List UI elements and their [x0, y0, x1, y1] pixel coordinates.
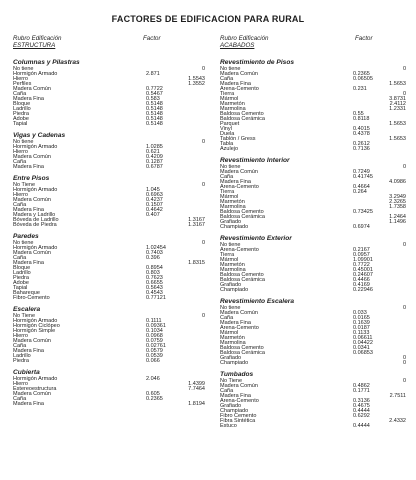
rubro-name: Perfiles — [13, 81, 32, 87]
table-row — [220, 147, 406, 152]
rubro-name: Tierra — [220, 252, 235, 258]
rubro-name: No tiene — [13, 240, 34, 246]
rubro-name: Hierro — [13, 381, 28, 387]
factor-value: 0.4378 — [353, 131, 370, 137]
factor-value: 0 — [402, 91, 406, 97]
rubro-name: Caña — [13, 255, 27, 261]
factor-value: 0 — [402, 378, 406, 384]
rubro-name: Hormigón Armado — [13, 144, 58, 150]
rubro-name: Madera Fina — [13, 260, 44, 266]
section-tumbados — [220, 371, 406, 429]
rubro-name: Hormigón Armado — [13, 318, 58, 324]
factor-value: 0.066 — [146, 358, 160, 364]
section-title: Revestimiento Exterior — [220, 235, 292, 242]
factor-value: 0.8118 — [353, 116, 370, 122]
factor-value: 0.4444 — [353, 423, 370, 429]
rubro-name: Hormigón Simple — [13, 328, 56, 334]
rubro-name: Bloque — [13, 101, 31, 107]
factor-value: 0.0187 — [353, 325, 370, 331]
factor-value: 0.5148 — [146, 106, 163, 112]
factor-value: 0.77121 — [146, 295, 166, 301]
rubro-name: Arena-Cemento — [220, 247, 259, 253]
factor-value: 0.1034 — [146, 328, 163, 334]
rubro-name: No tiene — [220, 305, 241, 311]
rubro-name: Marmolina — [220, 204, 246, 210]
factor-value: 0.4664 — [353, 184, 370, 190]
rubro-name: Baldosa Cemento — [220, 111, 264, 117]
rubro-name: Madera Fina — [220, 393, 251, 399]
factor-value: 0.5148 — [146, 101, 163, 107]
factor-value: 0.06853 — [353, 350, 373, 356]
factor-value: 0.6787 — [146, 164, 163, 170]
rubro-name: Madera Fina — [13, 96, 44, 102]
factor-value: 0 — [201, 182, 205, 188]
factor-value: 0.0968 — [146, 333, 163, 339]
rubro-name: Arena-Cemento — [220, 86, 259, 92]
rubro-name: Bahareque — [13, 290, 40, 296]
rubro-name: Hormigón Armado — [13, 71, 58, 77]
rubro-name: Piedra — [13, 358, 29, 364]
section-revestimiento-interior — [220, 157, 406, 230]
factor-header: Factor — [355, 35, 373, 42]
factor-value: 0.407 — [146, 212, 160, 218]
factor-value: 1.045 — [146, 187, 160, 193]
rubro-name: Madera Común — [13, 86, 51, 92]
factor-value: 1.02454 — [146, 245, 166, 251]
acabados-header — [220, 36, 406, 56]
rubro-name: Estereoestructura — [13, 386, 57, 392]
factor-value: 0.5467 — [146, 91, 163, 97]
factor-value: 1.09901 — [353, 257, 373, 263]
section-title: Cubierta — [13, 369, 40, 376]
rubro-name: Hierro — [13, 76, 28, 82]
factor-value: 0.0759 — [146, 338, 163, 344]
factor-value: 0.0165 — [353, 315, 370, 321]
factor-value: 0.73425 — [353, 209, 373, 215]
rubro-name: Madera Fina — [13, 401, 44, 407]
rubro-name: Madera Común — [13, 338, 51, 344]
section-vigas-y-cadenas — [13, 132, 205, 170]
rubro-name: Marmolina — [220, 267, 246, 273]
rubro-name: Caña — [13, 343, 27, 349]
rubro-name: No tiene — [220, 242, 241, 248]
factor-value: 0.583 — [146, 96, 160, 102]
rubro-name: No tiene — [13, 139, 34, 145]
factor-value: 0.0539 — [146, 353, 163, 359]
rubro-name: Madera Fina — [13, 348, 44, 354]
factor-value: 1.3552 — [188, 81, 205, 87]
rubro-name: No Tiene — [13, 182, 36, 188]
factor-value: 0.6655 — [146, 280, 163, 286]
rubro-name: Adobe — [13, 280, 29, 286]
factor-value: 0 — [201, 139, 205, 145]
rubro-name: Arena-Cemento — [220, 184, 259, 190]
rubro-name: Madera Fina — [220, 320, 251, 326]
factor-value: 0.8954 — [146, 265, 163, 271]
rubro-label: Rubro Edificación — [13, 35, 62, 42]
factor-value: 0.2612 — [353, 141, 370, 147]
factor-value: 0 — [402, 360, 406, 366]
estructura-label: ESTRUCTURA — [13, 41, 56, 49]
rubro-name: Baldosa Cerámica — [220, 214, 265, 220]
factor-value: 1.5543 — [188, 76, 205, 82]
rubro-name: Champiado — [220, 224, 249, 230]
rubro-name: Tapial — [13, 285, 28, 291]
rubro-name: Fibro-Cemento — [13, 295, 50, 301]
factor-value: 0.6292 — [353, 413, 370, 419]
factor-value: 0.803 — [146, 270, 160, 276]
factor-value: 0.0957 — [353, 252, 370, 258]
factor-value: 2.871 — [146, 71, 160, 77]
table-row — [220, 288, 406, 293]
factor-value: 3.2949 — [389, 194, 406, 200]
factor-value: 0.06505 — [353, 76, 373, 82]
factor-value: 1.4399 — [188, 381, 205, 387]
rubro-name: Grafiado — [220, 219, 242, 225]
section-columnas-y-pilastras — [13, 59, 205, 127]
rubro-name: No Tiene — [13, 313, 36, 319]
factor-value: 0.2365 — [353, 71, 370, 77]
rubro-name: Caña — [13, 202, 27, 208]
rubro-name: Marmetón — [220, 335, 245, 341]
rubro-name: Madera Común — [220, 71, 258, 77]
rubro-name: Caña — [220, 315, 234, 321]
section-title: Revestimiento Escalera — [220, 298, 295, 305]
factor-value: 0.5148 — [146, 121, 163, 127]
section-title: Tumbados — [220, 371, 254, 378]
rubro-name: Baldosa Cemento — [220, 345, 264, 351]
factor-value: 0 — [402, 164, 406, 170]
acabados-label: ACABADOS — [220, 41, 255, 49]
rubro-name: Grafiado — [220, 403, 242, 409]
factor-value: 1.8315 — [188, 260, 205, 266]
rubro-name: No tiene — [13, 66, 34, 72]
factor-value: 0.5148 — [146, 111, 163, 117]
factor-value: 0.0341 — [353, 345, 370, 351]
rubro-name: Champiado — [220, 408, 249, 414]
factor-value: 3.8731 — [389, 96, 406, 102]
rubro-name: Marmolina — [220, 340, 246, 346]
section-title: Paredes — [13, 233, 39, 240]
table-row — [220, 225, 406, 230]
rubro-name: Hierro — [13, 333, 28, 339]
rubro-name: Madera Fina — [13, 164, 44, 170]
rubro-name: Caña — [220, 388, 234, 394]
section-title: Vigas y Cadenas — [13, 132, 66, 139]
factor-value: 0.264 — [353, 189, 367, 195]
factor-value: 0.621 — [146, 149, 160, 155]
section-title: Escalera — [13, 306, 41, 313]
table-row — [13, 359, 205, 364]
factor-value: 0 — [201, 66, 205, 72]
table-row — [220, 361, 406, 366]
factor-value: 0.7249 — [353, 169, 370, 175]
factor-value: 1.0285 — [146, 144, 163, 150]
factor-value: 2.4332 — [389, 418, 406, 424]
factor-value: 0 — [402, 355, 406, 361]
factor-value: 1.1496 — [389, 219, 406, 225]
factor-value: 0.06611 — [353, 335, 373, 341]
factor-value: 0.1133 — [353, 330, 370, 336]
factor-header: Factor — [143, 35, 161, 42]
factor-value: 0.4675 — [353, 403, 370, 409]
rubro-name: Mármol — [220, 96, 239, 102]
factor-value: 0.4543 — [146, 290, 163, 296]
section-escalera — [13, 306, 205, 364]
factor-value: 0.0579 — [146, 348, 163, 354]
rubro-name: No tiene — [220, 66, 241, 72]
section-paredes — [13, 233, 205, 301]
factor-value: 1.3167 — [188, 217, 205, 223]
rubro-name: Duela — [220, 131, 235, 137]
section-revestimiento-de-pisos — [220, 59, 406, 152]
factor-value: 0.41745 — [353, 174, 373, 180]
rubro-name: Bóveda de Ladrillo — [13, 217, 59, 223]
rubro-name: Baldosa Cemento — [220, 209, 264, 215]
rubro-name: Adobe — [13, 116, 29, 122]
factor-value: 0.4237 — [146, 197, 163, 203]
factor-value: 0.55 — [353, 111, 364, 117]
rubro-name: Estuco — [220, 423, 237, 429]
factor-value: 0.2365 — [146, 396, 163, 402]
factor-value: 0.1287 — [146, 159, 163, 165]
rubro-name: Hormigón Armado — [13, 376, 58, 382]
factor-value: 1.2464 — [389, 214, 406, 220]
rubro-name: Azulejo — [220, 146, 239, 152]
rubro-name: Fibro Cemento — [220, 413, 257, 419]
factor-value: 0.45001 — [353, 267, 373, 273]
factor-value: 0.033 — [353, 310, 367, 316]
factor-value: 2.4112 — [389, 101, 406, 107]
factor-value: 0.1639 — [353, 320, 370, 326]
section-title: Revestimiento Interior — [220, 157, 290, 164]
factor-value: 0.22946 — [353, 287, 373, 293]
factor-value: 0.5148 — [146, 116, 163, 122]
factor-value: 4.0986 — [389, 179, 406, 185]
factor-value: 0.7403 — [146, 250, 163, 256]
factor-value: 0.1507 — [146, 202, 163, 208]
rubro-name: Tablón / Gress — [220, 136, 256, 142]
section-revestimiento-exterior — [220, 235, 406, 293]
rubro-name: Champiado — [220, 287, 249, 293]
factor-value: 2.3265 — [389, 199, 406, 205]
rubro-name: Arena-Cemento — [220, 325, 259, 331]
page-title: FACTORES DE EDIFICACION PARA RURAL — [111, 14, 305, 24]
rubro-name: Caña — [220, 76, 234, 82]
factor-value: 0.7722 — [146, 86, 163, 92]
rubro-name: Hormigón Armado — [13, 245, 58, 251]
acabados-column — [220, 36, 406, 434]
factor-value: 0.04422 — [353, 340, 373, 346]
rubro-name: Madera Común — [13, 391, 51, 397]
factor-value: 0 — [402, 242, 406, 248]
factor-value: 1.3167 — [188, 222, 205, 228]
section-revestimiento-escalera — [220, 298, 406, 366]
estructura-column — [13, 36, 205, 412]
factor-value: 1.8194 — [188, 401, 205, 407]
factor-value: 0.2167 — [353, 247, 370, 253]
section-entre-pisos — [13, 175, 205, 228]
rubro-name: No tiene — [220, 164, 241, 170]
rubro-name: Champiado — [220, 360, 249, 366]
table-row — [13, 296, 205, 301]
rubro-name: Ladrillo — [13, 353, 31, 359]
section-title: Revestimiento de Pisos — [220, 59, 295, 66]
rubro-name: Tapial — [13, 121, 28, 127]
factor-value: 0.605 — [146, 391, 160, 397]
rubro-name: Hormigón Ciclópeo — [13, 323, 60, 329]
rubro-name: Madera Común — [13, 197, 51, 203]
factor-value: 0.7136 — [353, 146, 370, 152]
factor-value: 1.5653 — [389, 81, 406, 87]
factor-value: 0 — [402, 305, 406, 311]
rubro-name: Marmetón — [220, 101, 245, 107]
factor-value: 0.5643 — [146, 285, 163, 291]
factor-value: 0.02761 — [146, 343, 166, 349]
factor-value: 7.7464 — [188, 386, 205, 392]
factor-value: 0 — [201, 313, 205, 319]
rubro-name: Bloque — [13, 265, 31, 271]
factor-value: 0.4169 — [353, 282, 370, 288]
rubro-name: Mármol — [220, 330, 239, 336]
factor-value: 1.2331 — [389, 106, 406, 112]
rubro-name: Madera Común — [220, 310, 258, 316]
factor-value: 0.1111 — [146, 318, 162, 324]
rubro-header — [13, 36, 62, 49]
rubro-name: Grafiado — [220, 282, 242, 288]
factor-value: 2.046 — [146, 376, 160, 382]
factor-value: 0 — [201, 240, 205, 246]
factor-value: 0.396 — [146, 255, 160, 261]
section-title: Entre Pisos — [13, 175, 50, 182]
factor-value: 0.7623 — [146, 275, 163, 281]
factor-value: 0.4642 — [146, 207, 163, 213]
rubro-name: Baldosa Cerámica — [220, 116, 265, 122]
rubro-name: Vinyl — [220, 126, 232, 132]
estructura-sections — [13, 59, 205, 407]
factor-value: 0.231 — [353, 86, 367, 92]
rubro-name: Caña — [13, 91, 27, 97]
rubro-name: Hierro — [13, 149, 28, 155]
factor-value: 0.6974 — [353, 224, 370, 230]
factor-value: 0.4862 — [353, 383, 370, 389]
rubro-name: Madera Común — [13, 250, 51, 256]
factor-value: 0.24607 — [353, 272, 373, 278]
table-row — [13, 122, 205, 127]
rubro-name: Arena-Cemento — [220, 398, 259, 404]
rubro-name: Grafiado — [220, 355, 242, 361]
factor-value: 0.6963 — [146, 192, 163, 198]
acabados-sections — [220, 59, 406, 429]
rubro-name: Madera Fina — [220, 81, 251, 87]
rubro-name: Hormigón Armado — [13, 187, 58, 193]
table-row — [13, 165, 205, 170]
rubro-name: Hierro — [13, 192, 28, 198]
rubro-name: Ladrillo — [13, 270, 31, 276]
rubro-name: Madera y Ladrillo — [13, 212, 56, 218]
rubro-name: Baldosa Cemento — [220, 272, 264, 278]
factor-value: 0.1771 — [353, 388, 370, 394]
table-row — [220, 424, 406, 429]
rubro-name: Marmolina — [220, 106, 246, 112]
rubro-name: Madera Fina — [13, 207, 44, 213]
rubro-header — [220, 36, 269, 49]
rubro-name: Mármol — [220, 194, 239, 200]
rubro-name: Parquet — [220, 121, 240, 127]
section-title: Columnas y Pilastras — [13, 59, 80, 66]
factor-value: 0.3136 — [353, 398, 370, 404]
factor-value: 2.7511 — [389, 393, 406, 399]
factor-value: 0.7722 — [353, 262, 370, 268]
rubro-name: Ladrillo — [13, 106, 31, 112]
table-row — [13, 223, 205, 228]
rubro-name: Caña — [13, 159, 27, 165]
rubro-name: Baldosa Cerámica — [220, 277, 265, 283]
rubro-label: Rubro Edificación — [220, 35, 269, 42]
rubro-name: Fibra Sintética — [220, 418, 256, 424]
factor-value: 1.5653 — [389, 136, 406, 142]
rubro-name: Mármol — [220, 257, 239, 263]
rubro-name: Caña — [220, 174, 234, 180]
factor-value: 0.4466 — [353, 277, 370, 283]
rubro-name: Piedra — [13, 275, 29, 281]
factor-value: 1.7358 — [389, 204, 406, 210]
rubro-name: Madera Fina — [220, 179, 251, 185]
rubro-name: Madera Común — [13, 154, 51, 160]
rubro-name: Bóveda de Piedra — [13, 222, 57, 228]
estructura-header — [13, 36, 205, 56]
rubro-name: Madera Común — [220, 169, 258, 175]
factor-value: 0.09361 — [146, 323, 166, 329]
rubro-name: Marmetón — [220, 199, 245, 205]
factor-value: 0.4015 — [353, 126, 370, 132]
section-cubierta — [13, 369, 205, 407]
rubro-name: Caña — [13, 396, 27, 402]
factor-value: 0.4209 — [146, 154, 163, 160]
factor-value: 0.4444 — [353, 408, 370, 414]
rubro-name: Piedra — [13, 111, 29, 117]
rubro-name: Baldosa Cerámica — [220, 350, 265, 356]
rubro-name: Tierra — [220, 91, 235, 97]
rubro-name: No Tiene — [220, 378, 243, 384]
rubro-name: Tierra — [220, 189, 235, 195]
rubro-name: Madera Común — [220, 383, 258, 389]
rubro-name: Tabla — [220, 141, 234, 147]
factor-value: 1.5653 — [389, 121, 406, 127]
table-row — [13, 402, 205, 407]
factor-value: 0 — [402, 66, 406, 72]
rubro-name: Marmetón — [220, 262, 245, 268]
